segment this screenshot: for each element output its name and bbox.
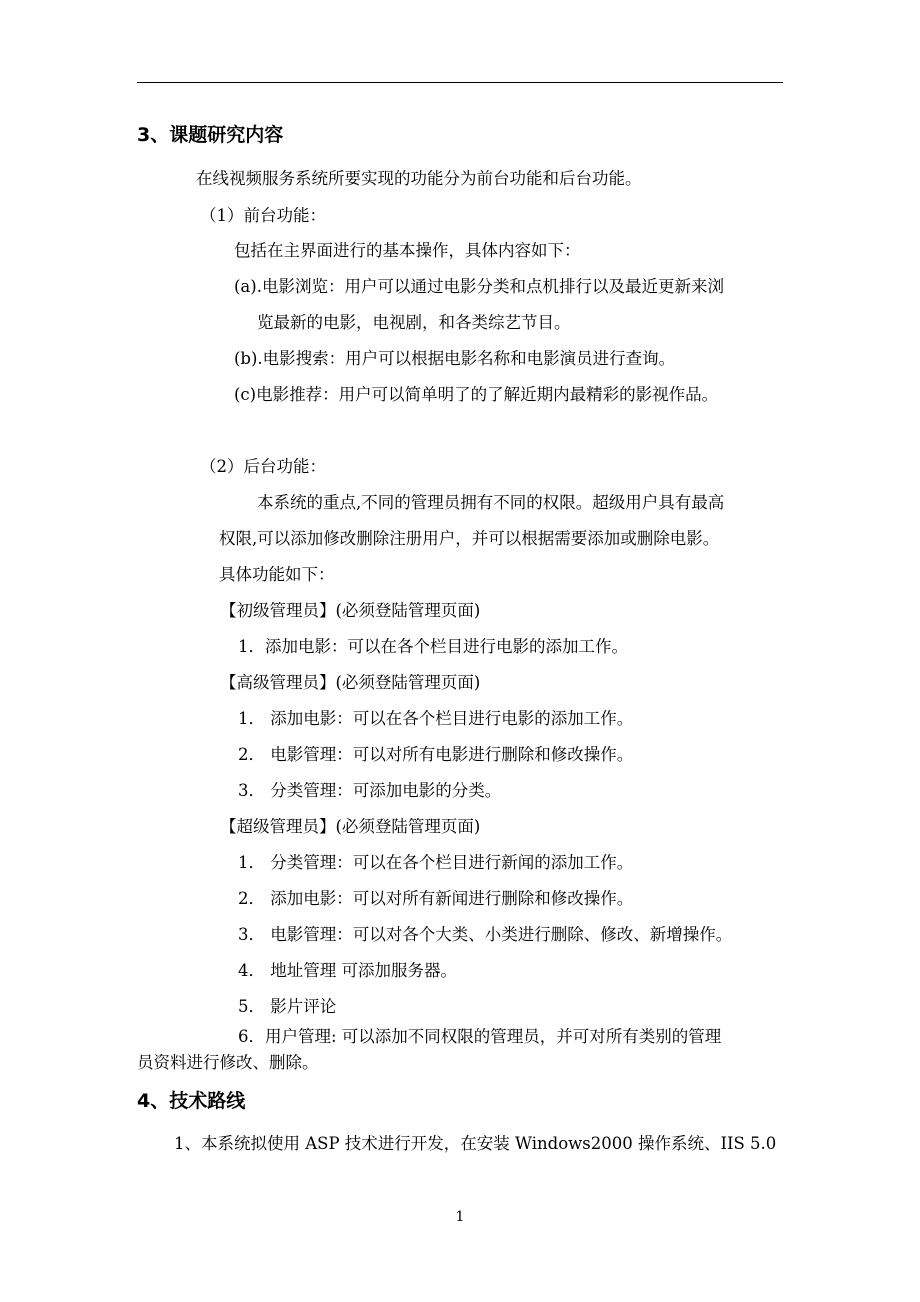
front-function-title: （1）前台功能： (200, 206, 326, 225)
front-function-intro: 包括在主界面进行的基本操作，具体内容如下： (234, 241, 581, 260)
section-4-heading: 4、技术路线 (137, 1090, 246, 1112)
junior-admin-title: 【初级管理员】(必须登陆管理页面) (220, 601, 481, 620)
front-item-b: (b).电影搜索：用户可以根据电影名称和电影演员进行查询。 (234, 349, 676, 368)
senior-admin-item-3: 3． 分类管理：可添加电影的分类。 (238, 781, 502, 800)
section-3-intro: 在线视频服务系统所要实现的功能分为前台功能和后台功能。 (196, 169, 642, 188)
front-item-a-line1: (a).电影浏览：用户可以通过电影分类和点机排行以及最近更新来浏 (234, 277, 724, 296)
super-admin-item-1: 1． 分类管理：可以在各个栏目进行新闻的添加工作。 (238, 853, 634, 872)
super-admin-item-3: 3． 电影管理：可以对各个大类、小类进行删除、修改、新增操作。 (238, 925, 733, 944)
senior-admin-item-1: 1． 添加电影：可以在各个栏目进行电影的添加工作。 (238, 709, 634, 728)
back-function-title: （2）后台功能： (200, 457, 326, 476)
header-rule (137, 82, 783, 83)
super-admin-item-4: 4． 地址管理 可添加服务器。 (238, 961, 457, 980)
section-3-heading: 3、课题研究内容 (137, 124, 284, 146)
super-admin-title: 【超级管理员】(必须登陆管理页面) (220, 817, 481, 836)
super-admin-item-2: 2． 添加电影：可以对所有新闻进行删除和修改操作。 (238, 889, 634, 908)
back-intro-line3: 具体功能如下： (219, 565, 335, 584)
page-number: 1 (455, 1209, 465, 1225)
super-admin-item-6-line1: 6．用户管理: 可以添加不同权限的管理员，并可对所有类别的管理 (238, 1027, 722, 1046)
super-admin-item-5: 5． 影片评论 (238, 997, 337, 1016)
section-4-line1: 1、本系统拟使用 ASP 技术进行开发，在安装 Windows2000 操作系统、IIS 5.0 (174, 1134, 777, 1153)
back-intro-line2: 权限,可以添加修改删除注册用户，并可以根据需要添加或删除电影。 (219, 529, 720, 548)
junior-admin-item-1: 1．添加电影：可以在各个栏目进行电影的添加工作。 (238, 637, 628, 656)
senior-admin-item-2: 2． 电影管理：可以对所有电影进行删除和修改操作。 (238, 745, 634, 764)
super-admin-item-6-line2: 员资料进行修改、删除。 (137, 1053, 319, 1072)
senior-admin-title: 【高级管理员】(必须登陆管理页面) (220, 673, 481, 692)
front-item-a-line2: 览最新的电影，电视剧，和各类综艺节目。 (257, 313, 571, 332)
back-intro-line1: 本系统的重点,不同的管理员拥有不同的权限。超级用户具有最高 (257, 493, 725, 512)
front-item-c: (c)电影推荐：用户可以简单明了的了解近期内最精彩的影视作品。 (234, 385, 719, 404)
